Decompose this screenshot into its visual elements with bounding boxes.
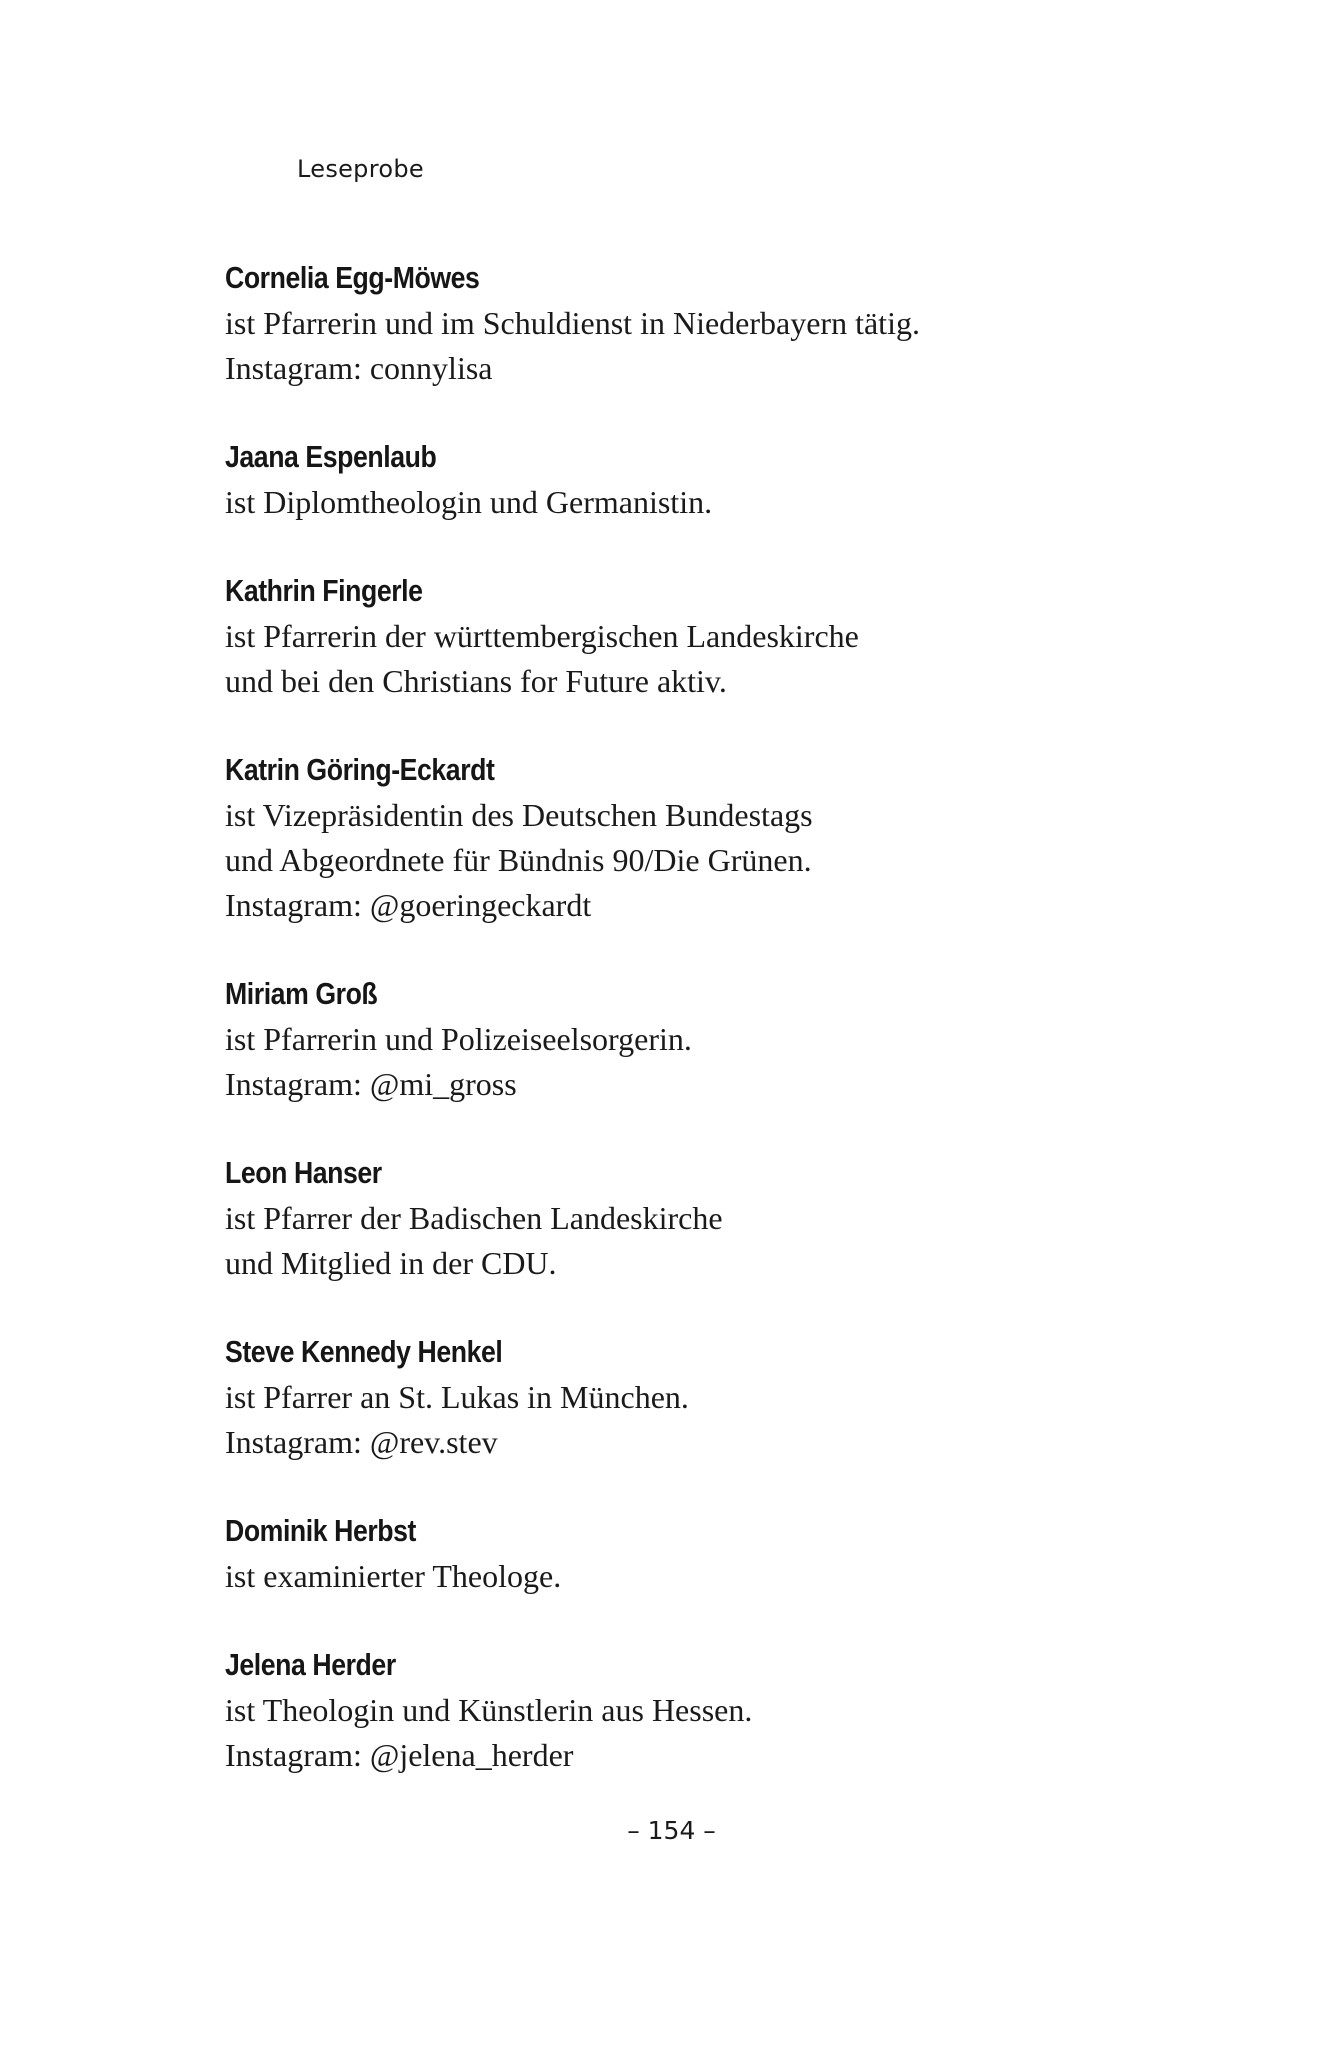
contributor-instagram: Instagram: @rev.stev [225, 1424, 498, 1460]
contributor-name: Jaana Espenlaub [225, 439, 437, 474]
contributor-bio-line: ist Pfarrerin und im Schuldienst in Niederbayern tätig. [225, 305, 920, 341]
contributor-entry [225, 1150, 1225, 1286]
contributor-entry [225, 971, 1225, 1107]
contributor-entry [225, 1508, 1225, 1599]
contributor-entry [225, 1329, 1225, 1465]
contributor-entry [225, 568, 1225, 704]
contributor-instagram: Instagram: connylisa [225, 350, 493, 386]
contributor-bio-line: und Mitglied in der CDU. [225, 1245, 557, 1281]
contributor-bio-line: ist Pfarrer an St. Lukas in München. [225, 1379, 689, 1415]
contributor-name: Steve Kennedy Henkel [225, 1334, 503, 1369]
contributor-name: Dominik Herbst [225, 1513, 417, 1548]
contributor-bio-line: ist Pfarrerin der württembergischen Landeskirche [225, 618, 859, 654]
running-header: Leseprobe [297, 155, 424, 183]
contributor-name: Kathrin Fingerle [225, 573, 423, 608]
contributor-list [225, 255, 1225, 1778]
page-number: – 154 – [627, 1816, 716, 1845]
contributor-entry [225, 1642, 1225, 1778]
contributor-bio-line: und Abgeordnete für Bündnis 90/Die Grünen. [225, 842, 812, 878]
contributor-entry [225, 747, 1225, 928]
contributor-name: Leon Hanser [225, 1155, 382, 1190]
contributor-instagram: Instagram: @mi_gross [225, 1066, 517, 1102]
contributor-bio-line: ist Vizepräsidentin des Deutschen Bundestags [225, 797, 813, 833]
contributor-entry [225, 434, 1225, 525]
contributor-name: Katrin Göring-Eckardt [225, 752, 495, 787]
contributor-bio-line: ist Diplomtheologin und Germanistin. [225, 484, 713, 520]
contributor-bio-line: ist Pfarrerin und Polizeiseelsorgerin. [225, 1021, 692, 1057]
contributor-bio-line: ist Theologin und Künstlerin aus Hessen. [225, 1692, 753, 1728]
contributor-instagram: Instagram: @jelena_herder [225, 1737, 574, 1773]
contributor-bio-line: ist examinierter Theologe. [225, 1558, 562, 1594]
contributor-instagram: Instagram: @goeringeckardt [225, 887, 592, 923]
contributor-name: Cornelia Egg-Möwes [225, 260, 480, 295]
contributor-entry [225, 255, 1225, 391]
contributor-name: Miriam Groß [225, 976, 378, 1011]
contributor-bio-line: ist Pfarrer der Badischen Landeskirche [225, 1200, 723, 1236]
contributor-bio-line: und bei den Christians for Future aktiv. [225, 663, 727, 699]
contributor-name: Jelena Herder [225, 1647, 396, 1682]
